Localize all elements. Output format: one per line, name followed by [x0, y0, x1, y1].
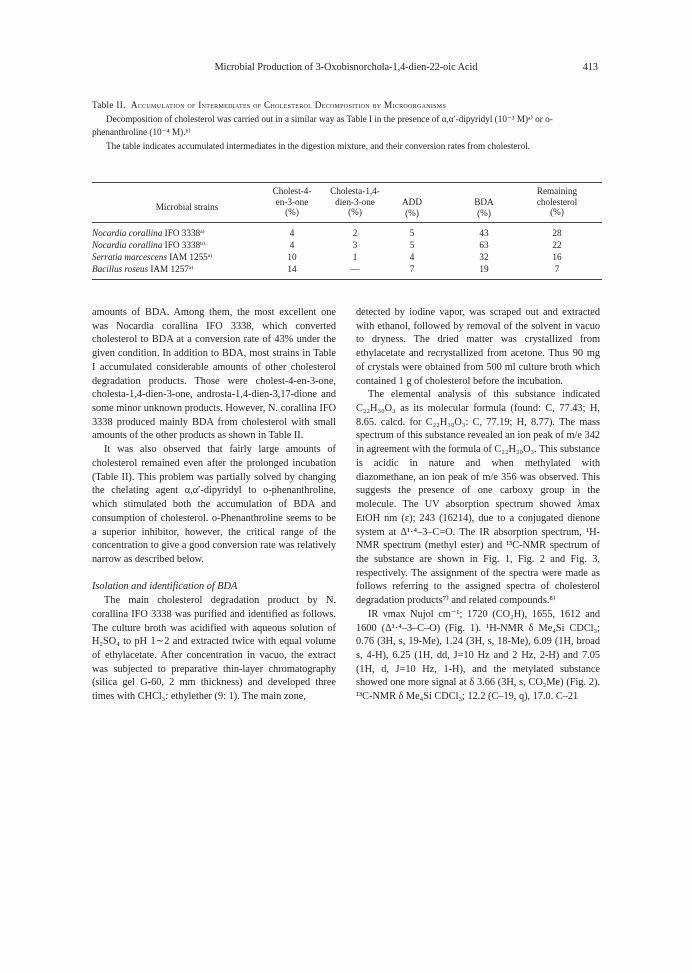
body-paragraph: IR νmax Nujol cm⁻¹; 1720 (CO₂H), 1655, 1612 and 1600 (Δ¹·⁴–3–C–O) (Fig. 1). ¹H-NMR δ Me₄Si CDCl₃; 0.76 (3H, s, 19-Me), 1.24 (3H, s, 18-Me), 6.09 (1H, broad s, 4-H), 6.25 (1H, dd, J=10 Hz and 2 Hz, 2-H) and 7.05 (1H, d, J=10 Hz, 1-H), and the metylated substance showed one more signal at δ 3.66 (3H, s, CO₂Me) (Fig. 2). ¹³C-NMR δ Me₄Si CDCl₃; 12.2 (C–19, q), 17.0. C–21: [356, 608, 600, 703]
header-add: ADD (%): [402, 197, 422, 218]
table-row: Bacillus roseus IAM 1257$^{a)}$ 14 — 7 19 7: [92, 264, 560, 274]
table-caption: [92, 99, 602, 153]
body-paragraph: amounts of BDA. Among them, the most excellent one was Nocardia corallina IFO 3338, which converted cholesterol to BDA at a conversion rate of 43% under the given condition. In addition to BDA, most strains in Table I accumulated considerable amounts of other cholesterol degradation products. Those were cholest-4-en-3-one, cholesta-1,4-dien-3-one, androsta-1,4-dien-3,17-dione and some minor unknown products. However, N. corallina IFO 3338 produced mainly BDA from cholesterol with small amounts of the other products as shown in Table II.: [92, 307, 336, 442]
header-strains: Microbial strains: [155, 202, 219, 212]
table-title-line: [92, 99, 602, 113]
table-header-rule: [92, 222, 602, 223]
header-remaining: Remaining cholesterol (%): [536, 186, 578, 217]
header-cholestenone: Cholest-4- en-3-one (%): [272, 186, 312, 217]
table-row: Serratia marcescens IAM 1255$^{a)}$ 10 1 4 32 16: [92, 252, 562, 262]
table-note-2: The table indicates accumulated intermediates in the digestion mixture, and their conversion rates from cholesterol.: [106, 140, 531, 151]
table-top-rule: [92, 182, 602, 183]
body-paragraph: It was also observed that fairly large amounts of cholesterol remained even after the prolonged incubation (Table II). This problem was partially solved by changing the chelating agent α,α′-dipyridyl to o-phenanthroline, which stimulated both the accumulation of BDA and consumption of cholesterol. o-Phenanthroline seems to be a superior inhibitor, however, the critical range of the concentration to give a good conversion rate was relatively narrow as described below.: [92, 444, 336, 565]
running-title: Microbial Production of 3-Oxobisnorchola-1,4-dien-22-oic Acid: [214, 62, 478, 73]
table-row: Nocardia corallina IFO 3338$^{a)}$ 4 2 5 43 28: [92, 228, 562, 238]
running-header: [94, 62, 598, 78]
header-cholestadienone: Cholesta-1,4- dien-3-one (%): [330, 186, 380, 217]
left-column: [92, 306, 336, 704]
section-heading: Isolation and identification of BDA: [92, 581, 238, 593]
page-number: 413: [582, 62, 598, 73]
body-paragraph: detected by iodine vapor, was scraped out and extracted with ethanol, followed by removal of the solvent in vacuo to dryness. The dried matter was crystallized from ethylacetate and recrystallized from acetone. Thus 90 mg of crystals were obtained from 500 ml culture broth which contained 1 g of cholesterol before the incubation.: [356, 307, 600, 387]
body-paragraph: The main cholesterol degradation product by N. corallina IFO 3338 was purified and identified as follows. The culture broth was acidified with aqueous solution of H₂SO₄ to pH 1∼2 and extracted twice with equal volume of ethylacetate. After concentration in vacuo, the extract was subjected to preparative thin-layer chromatography (silica gel G-60, 2 mm thickness) and developed three times with CHCl₃: ethylether (9: 1). The main zone,: [92, 595, 336, 703]
table-label: Table II.: [92, 100, 126, 110]
table-title: Accumulation of Intermediates of Cholesterol Decomposition by Microorganisms: [130, 100, 447, 110]
table-bottom-rule: [92, 279, 602, 280]
body-paragraph: The elemental analysis of this substance indicated C₂₂H₃₀O₃ as its molecular formula (found: C, 77.43; H, 8.65. calcd. for C₂₂H₃₀O₃: C, 77.19; H, 8.77). The mass spectrum of this substance revealed an ion peak of m/e 342 in agreement with the formula of C₂₂H₃₀O₃. This substance is acidic in nature and when methylated with diazomethane, an ion peak of m/e 356 was observed. This suggests the presence of one carboxy group in the molecule. The UV absorption spectrum showed λmax EtOH nm (ε); 243 (16214), due to a conjugated dienone system at Δ¹·⁴–3–C=O. The IR absorption spectrum, ¹H-NMR spectrum (methyl ester) and ¹³C-NMR spectrum of the substance are shown in Fig. 1, Fig. 2 and Fig. 3, respectively. The assignment of the spectra were made as follows referring to the assigned spectra of cholesterol degradation products⁷⁾ and related compounds.⁸⁾: [356, 389, 600, 607]
header-bda: BDA (%): [474, 197, 494, 218]
right-column: [356, 306, 600, 704]
table-row: Nocardia corallina IFO 3338$^{b)}$ 4 3 5 63 22: [92, 240, 562, 250]
table-note-1: Decomposition of cholesterol was carried out in a similar way as Table I in the presence of α,α′-dipyridyl (10⁻³ M)ᵃ⁾ or o-phenanthroline (10⁻⁴ M).ᵇ⁾: [92, 113, 553, 137]
